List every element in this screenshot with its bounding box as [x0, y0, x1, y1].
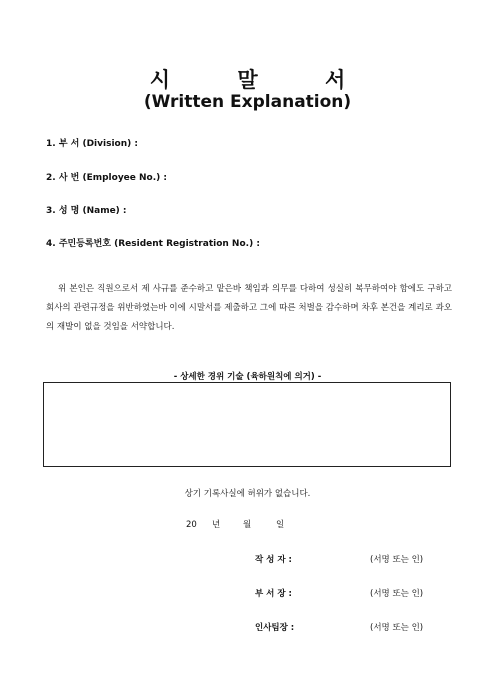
field-resident-registration-no: 4. 주민등록번호 (Resident Registration No.) :: [46, 239, 260, 249]
date-year-label: 년: [212, 520, 221, 530]
date-line: [186, 518, 284, 530]
document-title-english: (Written Explanation): [143, 92, 352, 112]
document-title-korean: 시 말 서: [149, 68, 376, 92]
field-employee-no: 2. 사 번 (Employee No.) :: [46, 173, 168, 183]
field-division: 1. 부 서 (Division) :: [46, 139, 138, 149]
date-year-prefix: 20: [186, 520, 197, 530]
field-name: 3. 성 명 (Name) :: [46, 206, 127, 216]
signature-label-author: 작 성 자 :: [255, 555, 292, 565]
signature-note-hr-manager[interactable]: (서명 또는 인): [370, 623, 424, 633]
date-month-label: 월: [243, 520, 252, 530]
signature-label-hr-manager: 인사팀장 :: [255, 623, 295, 633]
signature-label-department-head: 부 서 장 :: [255, 589, 292, 599]
confirmation-statement: 상기 기록사실에 허위가 없습니다.: [184, 489, 311, 499]
details-heading: - 상세한 경위 기술 (육하원칙에 의거) -: [173, 372, 322, 382]
date-day-label: 일: [276, 520, 285, 530]
pledge-statement: 위 본인은 직원으로서 제 사규를 준수하고 맡은바 책임과 의무를 다하여 성실히 복무하여야 함에도 구하고 회사의 관련규정을 위반하였는바 이에 시말서를 제출하고 그에 따른 처벌을 감수하며 차후 본건을 계리로 과오의 재발이 없을 것임을 서약합니다.: [46, 284, 452, 332]
signature-note-department-head[interactable]: (서명 또는 인): [370, 589, 424, 599]
signature-note-author[interactable]: (서명 또는 인): [370, 555, 424, 565]
details-input-box[interactable]: [43, 382, 451, 467]
